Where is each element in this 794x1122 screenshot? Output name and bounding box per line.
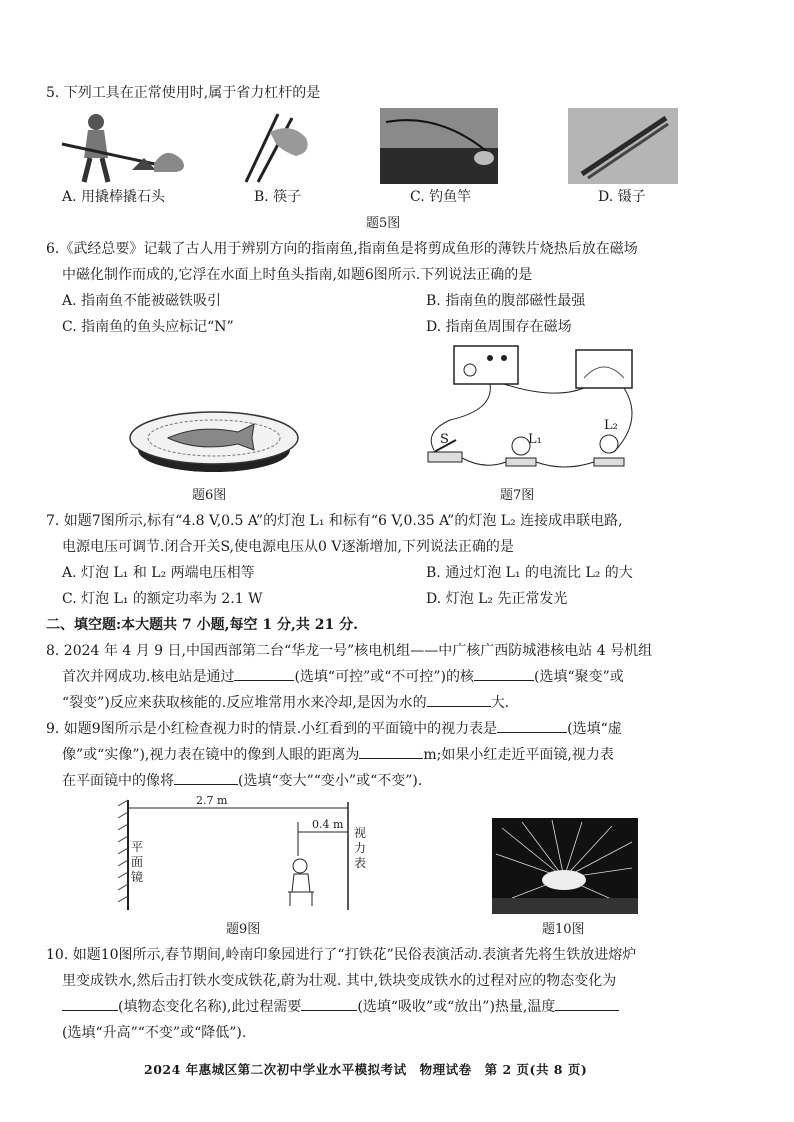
q10-line2: 里变成铁水,然后击打铁水变成铁花,蔚为壮观. 其中,铁块变成铁水的过程对应的物态变化为	[62, 973, 617, 989]
q9-line2-a: 像”或“实像”),视力表在镜中的像到人眼的距离为	[62, 747, 360, 763]
q8-line2-a: 首次并网成功.核电站是通过	[62, 669, 235, 685]
fig9-dist-1: 2.7 m	[196, 794, 228, 807]
q7-option-c: C. 灯泡 L₁ 的额定功率为 2.1 W	[62, 591, 263, 607]
meter	[576, 350, 632, 388]
q5-stem: 5. 下列工具在正常使用时,属于省力杠杆的是	[46, 85, 321, 101]
q10-blank-2[interactable]	[301, 994, 357, 1011]
chopsticks-image	[240, 108, 320, 184]
q9-line2-b: m;如果小红走近平面镜,视力表	[423, 747, 614, 763]
q8-line3	[62, 690, 509, 716]
q7-caption: 题7图	[500, 488, 535, 503]
q5-option-c: C. 钓鱼竿	[410, 189, 472, 205]
q9-line2	[62, 742, 614, 768]
power-supply	[454, 346, 518, 384]
q9-line1-b: (选填“虚	[567, 721, 622, 737]
compass-fish-image	[128, 400, 300, 480]
q6-line1: 6.《武经总要》记载了古人用于辨别方向的指南鱼,指南鱼是将剪成鱼形的薄铁片烧热后放在磁场	[46, 241, 638, 257]
q10-line3-a: (填物态变化名称),此过程需要	[118, 999, 302, 1015]
q6-option-a: A. 指南鱼不能被磁铁吸引	[62, 293, 222, 309]
q9-caption: 题9图	[226, 922, 261, 937]
q9-line1	[46, 716, 622, 742]
tweezers-image	[568, 108, 678, 184]
crowbar-image	[54, 108, 194, 186]
q8-line3-b: 大.	[490, 695, 510, 711]
fig7-label-l2: L₂	[604, 418, 618, 433]
q8-line2	[62, 664, 624, 690]
q10-line3-b: (选填“吸收”或“放出”)热量,温度	[357, 999, 556, 1015]
eye-test-diagram	[118, 796, 368, 912]
fishing-rod-image	[380, 108, 498, 184]
page-footer: 2024 年惠城区第二次初中学业水平模拟考试 物理试卷 第 2 页(共 8 页)	[144, 1062, 588, 1077]
q9-blank-3[interactable]	[174, 768, 238, 785]
q7-line2: 电源电压可调节.闭合开关S,使电源电压从0 V逐渐增加,下列说法正确的是	[62, 539, 514, 555]
iron-flower-image	[492, 818, 638, 914]
q8-blank-3[interactable]	[427, 690, 491, 707]
q6-option-c: C. 指南鱼的鱼头应标记“N”	[62, 319, 234, 335]
q10-line3	[62, 994, 619, 1020]
q5-option-d: D. 镊子	[598, 189, 646, 205]
q7-option-b: B. 通过灯泡 L₁ 的电流比 L₂ 的大	[426, 565, 633, 581]
circuit-diagram	[414, 340, 646, 484]
q8-line1: 8. 2024 年 4 月 9 日,中国西部第二台“华龙一号”核电机组——中广核广西防城港核电站 4 号机组	[46, 643, 653, 659]
q8-blank-2[interactable]	[474, 664, 534, 681]
q9-line3-b: (选填“变大”“变小”或“不变”).	[238, 773, 423, 789]
q10-line1: 10. 如题10图所示,春节期间,岭南印象园进行了“打铁花”民俗表演活动.表演者先将生铁放进熔炉	[46, 947, 637, 963]
q6-line2: 中磁化制作而成的,它浮在水面上时鱼头指南,如题6图所示.下列说法正确的是	[62, 267, 533, 283]
switch-s	[428, 452, 462, 462]
q8-line2-b: (选填“可控”或“不可控”)的核	[294, 669, 475, 685]
q5-option-a: A. 用撬棒撬石头	[62, 189, 166, 205]
q9-line1-a: 9. 如题9图所示是小红检查视力时的情景.小红看到的平面镜中的视力表是	[46, 721, 498, 737]
fig9-chart-label: 视力表	[354, 826, 367, 870]
fig9-dist-2: 0.4 m	[312, 818, 344, 831]
q8-blank-1[interactable]	[234, 664, 294, 681]
q9-line3-a: 在平面镜中的像将	[62, 773, 174, 789]
q7-line1: 7. 如题7图所示,标有“4.8 V,0.5 A”的灯泡 L₁ 和标有“6 V,0.35 A”的灯泡 L₂ 连接成串联电路,	[46, 513, 623, 529]
q6-option-d: D. 指南鱼周围存在磁场	[426, 319, 572, 335]
q9-line3	[62, 768, 422, 794]
q10-blank-3[interactable]	[555, 994, 619, 1011]
q5-caption: 题5图	[366, 216, 401, 231]
fig7-label-l1: L₁	[528, 432, 542, 447]
q10-caption: 题10图	[542, 922, 585, 937]
q8-line3-a: “裂变”)反应来获取核能的.反应堆常用水来冷却,是因为水的	[62, 695, 427, 711]
q7-option-a: A. 灯泡 L₁ 和 L₂ 两端电压相等	[62, 565, 255, 581]
section-heading: 二、填空题:本大题共 7 小题,每空 1 分,共 21 分.	[46, 617, 358, 633]
q8-line2-c: (选填“聚变”或	[534, 669, 624, 685]
q6-option-b: B. 指南鱼的腹部磁性最强	[426, 293, 586, 309]
fig7-label-s: S	[440, 432, 449, 447]
q6-caption: 题6图	[192, 488, 227, 503]
q9-blank-1[interactable]	[497, 716, 567, 733]
q10-line4: (选填“升高”“不变”或“降低”).	[62, 1025, 247, 1041]
q9-blank-2[interactable]	[359, 742, 423, 759]
q7-option-d: D. 灯泡 L₂ 先正常发光	[426, 591, 568, 607]
q5-option-b: B. 筷子	[254, 189, 302, 205]
fig9-mirror-label: 平面镜	[131, 840, 144, 884]
q10-blank-1[interactable]	[62, 994, 118, 1011]
